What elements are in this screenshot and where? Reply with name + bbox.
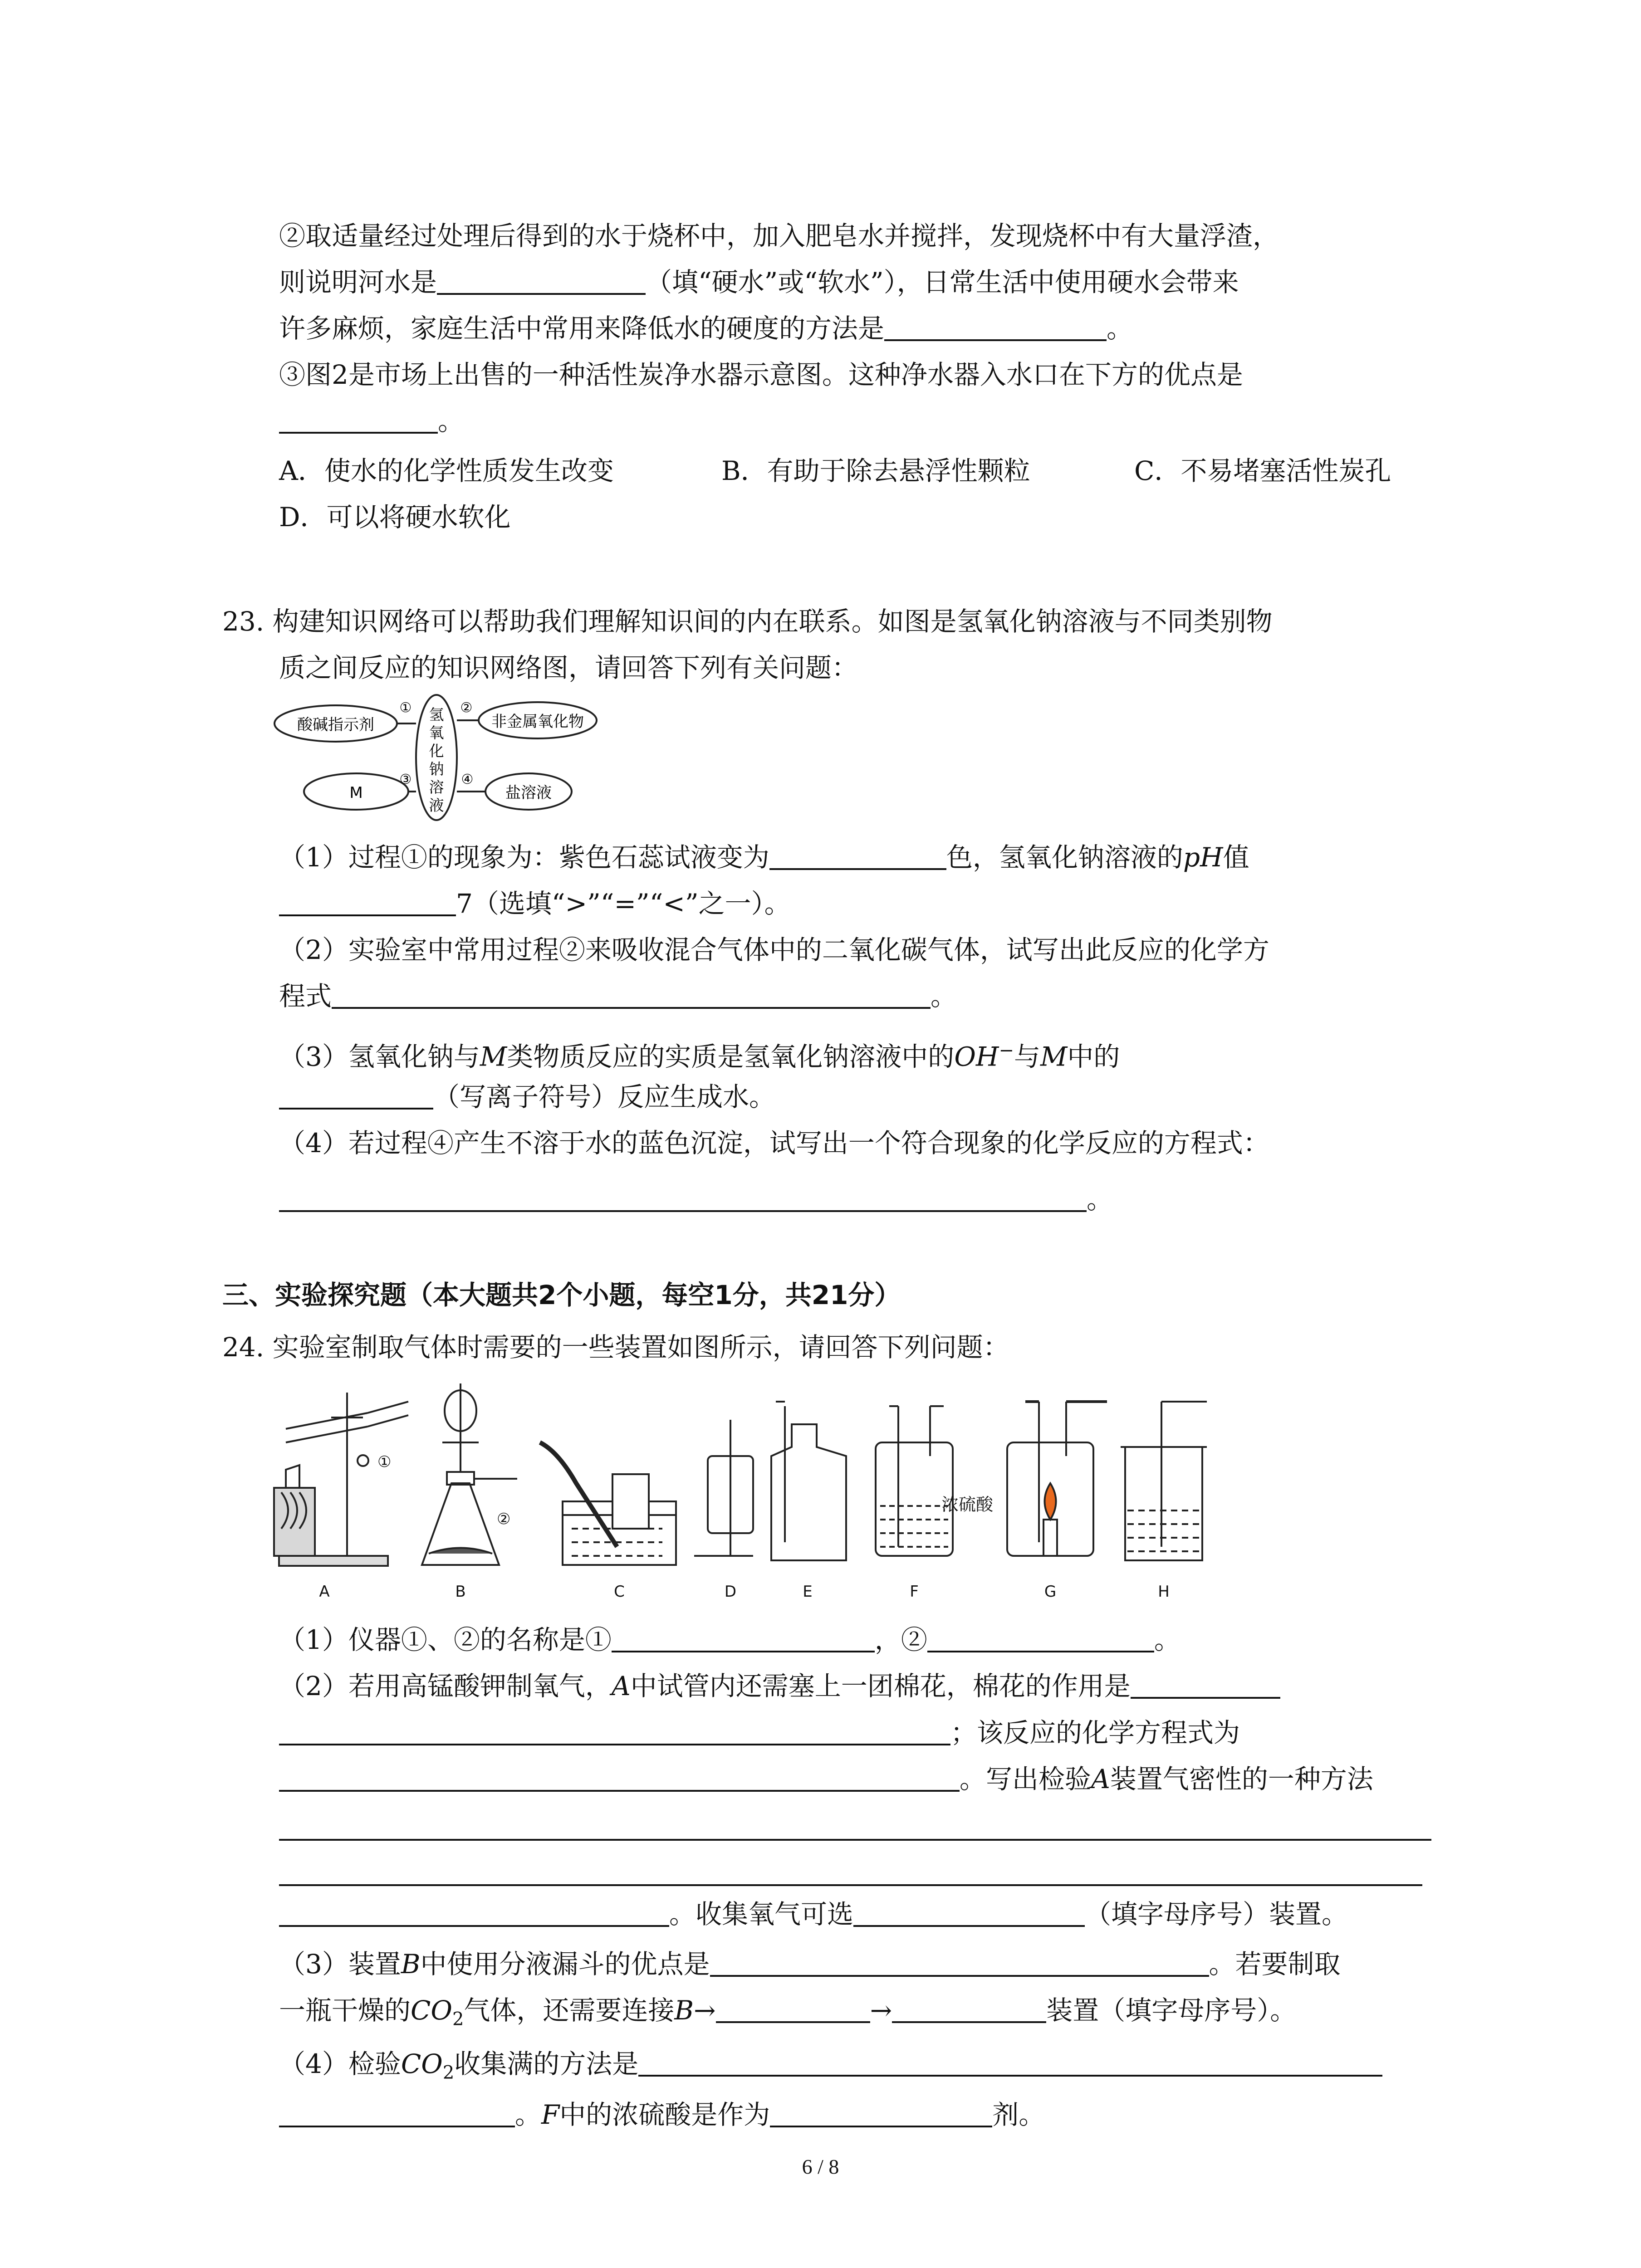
marker-4: ④ — [461, 772, 474, 787]
label-h: H — [1158, 1583, 1170, 1601]
answer-blank[interactable] — [279, 1858, 1422, 1886]
text: 色，氢氧化钠溶液的 — [946, 842, 1183, 873]
answer-blank[interactable] — [769, 842, 946, 870]
text: （3）装置 — [279, 1949, 401, 1980]
answer-blank[interactable] — [770, 2099, 992, 2127]
text: 一瓶干燥的 — [279, 1995, 411, 2026]
answer-blank[interactable] — [279, 1764, 960, 1792]
answer-blank[interactable] — [716, 1995, 870, 2023]
text: ；该反应的化学方程式为 — [950, 1717, 1240, 1748]
q24-sub3-line1 — [279, 1946, 1341, 1982]
node-m-label: M — [349, 784, 363, 802]
subscript: 2 — [442, 2062, 455, 2083]
q24-sub2-line6 — [279, 1896, 1348, 1932]
q24-sub4-line1 — [279, 2046, 1382, 2091]
q22-option-d: D．可以将硬水软化 — [279, 502, 511, 533]
answer-blank[interactable] — [612, 1624, 875, 1652]
b-symbol: B — [401, 1949, 421, 1980]
q23-stem-line1: 23. 构建知识网络可以帮助我们理解知识间的内在联系。如图是氢氧化钠溶液与不同类别物 — [222, 606, 1273, 637]
text: ，② — [874, 1624, 927, 1655]
node-indicator-label: 酸碱指示剂 — [297, 716, 374, 734]
center-char: 氧 — [429, 724, 444, 742]
label-f: F — [910, 1583, 919, 1601]
text: 装置（填字母序号）。 — [1046, 1995, 1297, 2026]
q22-part3-line2 — [279, 403, 464, 439]
text: （4）检验 — [279, 2048, 401, 2079]
answer-blank[interactable] — [332, 981, 931, 1009]
m-symbol: M — [480, 1041, 507, 1072]
text: 与 — [1014, 1041, 1040, 1072]
center-char: 液 — [429, 797, 444, 814]
text: 。 — [438, 406, 465, 436]
q24-sub2-line3 — [279, 1761, 1373, 1797]
text: 剂。 — [992, 2099, 1045, 2130]
gas-apparatus-figure — [272, 1374, 1220, 1606]
q24-sub2-line2 — [279, 1715, 1240, 1751]
marker-2: ② — [497, 1510, 511, 1528]
label-d: D — [724, 1583, 737, 1601]
answer-blank[interactable] — [279, 1813, 1431, 1841]
a-symbol: A — [611, 1671, 631, 1701]
center-char: 钠 — [429, 760, 444, 778]
label-a: A — [319, 1583, 330, 1601]
answer-blank[interactable] — [884, 313, 1107, 341]
apparatus-c — [540, 1442, 676, 1565]
text: 中使用分液漏斗的优点是 — [420, 1949, 710, 1980]
q22-part3-line1: ③图2是市场上出售的一种活性炭净水器示意图。这种净水器入水口在下方的优点是 — [279, 359, 1243, 390]
marker-2: ② — [460, 700, 473, 716]
text: （填字母序号）装置。 — [1085, 1899, 1348, 1930]
text: 程式 — [279, 981, 332, 1012]
apparatus-b — [422, 1383, 517, 1565]
m-symbol: M — [1040, 1041, 1068, 1072]
answer-blank[interactable] — [279, 1184, 1087, 1212]
f-symbol: F — [541, 2099, 560, 2130]
text: 中的浓硫酸是作为 — [559, 2099, 770, 2130]
q22-option-b: B．有助于除去悬浮性颗粒 — [721, 455, 1030, 486]
text: 许多麻烦，家庭生活中常用来降低水的硬度的方法是 — [279, 313, 885, 344]
q24-sub4-line2 — [279, 2097, 1045, 2133]
text: → — [870, 1995, 892, 2026]
apparatus-f — [876, 1406, 953, 1556]
q22-part2-line3 — [279, 310, 1133, 347]
apparatus-h — [1121, 1402, 1207, 1560]
superscript: − — [999, 1040, 1014, 1061]
answer-blank[interactable] — [437, 267, 646, 295]
text: （写离子符号）反应生成水。 — [433, 1081, 776, 1112]
text: 。写出检验 — [960, 1764, 1092, 1794]
apparatus-a — [274, 1393, 408, 1566]
subscript: 2 — [452, 2009, 464, 2030]
label-e: E — [803, 1583, 813, 1601]
answer-blank[interactable] — [279, 1717, 950, 1745]
q22-option-a: A．使水的化学性质发生改变 — [279, 455, 614, 486]
q24-sub3-line2 — [279, 1992, 1296, 2038]
ph-symbol: pH — [1183, 842, 1223, 873]
label-b: B — [455, 1583, 466, 1601]
answer-blank[interactable] — [279, 1081, 433, 1110]
node-nonmetal-oxide-label: 非金属氧化物 — [491, 713, 584, 731]
text: 中试管内还需塞上一团棉花，棉花的作用是 — [630, 1671, 1131, 1701]
co2-symbol: CO — [401, 2048, 443, 2079]
q22-part2-line1: ②取适量经过处理后得到的水于烧杯中，加入肥皂水并搅拌，发现烧杯中有大量浮渣， — [279, 220, 1279, 251]
text: （1）仪器①、②的名称是① — [279, 1624, 612, 1655]
marker-3: ③ — [399, 772, 412, 787]
center-char: 溶 — [429, 778, 444, 796]
text: （3）氢氧化钠与 — [279, 1041, 480, 1072]
apparatus-g — [1007, 1402, 1107, 1556]
acid-label: 浓硫酸 — [941, 1495, 994, 1515]
text: （2）若用高锰酸钾制氧气， — [279, 1671, 612, 1701]
answer-blank[interactable] — [892, 1995, 1046, 2023]
label-c: C — [614, 1583, 625, 1601]
node-salt-label: 盐溶液 — [505, 784, 552, 802]
apparatus-e — [771, 1402, 846, 1560]
q22-part2-line2 — [279, 264, 1239, 300]
q23-sub1-line1 — [279, 839, 1249, 875]
apparatus-d — [694, 1420, 753, 1556]
q24-sub2-line4 — [279, 1810, 1431, 1846]
text: 收集满的方法是 — [454, 2048, 639, 2079]
text: 7（选填“>”“=”“<”之一）。 — [456, 888, 791, 919]
text: 。 — [1107, 313, 1133, 344]
text: （1）过程①的现象为：紫色石蕊试液变为 — [279, 842, 769, 873]
text: 。 — [515, 2099, 542, 2130]
q23-sub2-line1: （2）实验室中常用过程②来吸收混合气体中的二氧化碳气体，试写出此反应的化学方 — [279, 934, 1269, 965]
text: 气体，还需要连接 — [464, 1995, 675, 2026]
q23-sub3-line2 — [279, 1079, 775, 1115]
center-char: 化 — [429, 742, 444, 760]
text: 装置气密性的一种方法 — [1110, 1764, 1373, 1794]
q23-sub4-line1: （4）若过程④产生不溶于水的蓝色沉淀，试写出一个符合现象的化学反应的方程式： — [279, 1128, 1269, 1158]
answer-blank[interactable] — [853, 1899, 1085, 1927]
text: 值 — [1223, 842, 1249, 873]
answer-blank[interactable] — [279, 2099, 515, 2127]
answer-blank[interactable] — [279, 1899, 669, 1927]
text: （填“硬水”或“软水”），日常生活中使用硬水会带来 — [646, 267, 1239, 298]
text: 。若要制取 — [1209, 1949, 1341, 1980]
text: 中的 — [1067, 1041, 1120, 1072]
text: 。 — [1154, 1624, 1181, 1655]
marker-1: ① — [377, 1453, 392, 1471]
answer-blank[interactable] — [638, 2048, 1382, 2077]
q23-sub2-line2 — [279, 978, 957, 1014]
a-symbol: A — [1091, 1764, 1110, 1794]
q23-stem-line2: 质之间反应的知识网络图，请回答下列有关问题： — [279, 652, 858, 683]
page-number: 6 / 8 — [802, 2155, 839, 2178]
q23-sub3-line1 — [279, 1032, 1120, 1075]
answer-blank[interactable] — [710, 1949, 1209, 1977]
q24-sub2-line5 — [279, 1855, 1422, 1892]
answer-blank[interactable] — [279, 888, 456, 916]
co2-symbol: CO — [411, 1995, 452, 2026]
q24-stem: 24. 实验室制取气体时需要的一些装置如图所示，请回答下列问题： — [222, 1332, 1009, 1363]
q24-sub1 — [279, 1622, 1181, 1658]
q23-sub1-line2 — [279, 885, 791, 922]
answer-blank[interactable] — [927, 1624, 1154, 1652]
q24-sub2-line1 — [279, 1668, 1280, 1704]
label-g: G — [1044, 1583, 1057, 1601]
text: 则说明河水是 — [279, 267, 437, 298]
center-char: 氢 — [429, 706, 444, 723]
center-label — [429, 706, 444, 814]
section-title: 三、实验探究题（本大题共2个小题，每空1分，共21分） — [222, 1280, 901, 1310]
text: 。 — [931, 981, 957, 1012]
text: 。 — [1087, 1184, 1113, 1215]
answer-blank[interactable] — [1131, 1671, 1280, 1699]
text: 类物质反应的实质是氢氧化钠溶液中的 — [507, 1041, 955, 1072]
naoh-network-diagram — [272, 694, 599, 826]
b-symbol: B→ — [674, 1995, 716, 2026]
answer-blank[interactable] — [279, 406, 438, 434]
q23-sub4-line2 — [279, 1181, 1113, 1217]
text: 。收集氧气可选 — [669, 1899, 854, 1930]
q22-option-c: C．不易堵塞活性炭孔 — [1134, 455, 1391, 486]
oh-symbol: OH — [954, 1041, 999, 1072]
marker-1: ① — [399, 700, 412, 716]
